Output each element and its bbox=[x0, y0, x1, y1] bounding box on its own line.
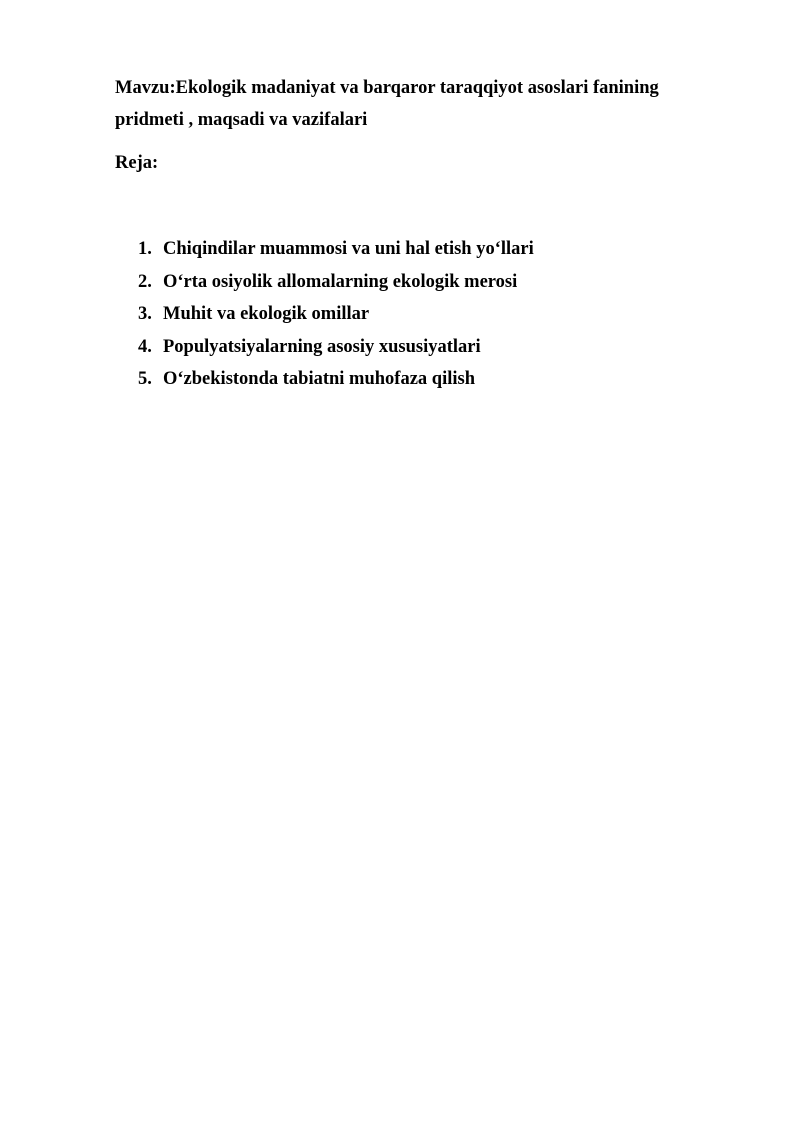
list-item-text: Muhit va ekologik omillar bbox=[163, 304, 370, 324]
list-item-number: 2. bbox=[138, 271, 152, 292]
list-item-number: 4. bbox=[138, 336, 152, 357]
list-item bbox=[138, 300, 534, 333]
title-line-2: pridmeti , maqsadi va vazifalari bbox=[115, 110, 368, 130]
list-item bbox=[138, 333, 534, 366]
list-item-number: 5. bbox=[138, 369, 152, 389]
list-item bbox=[138, 365, 534, 398]
list-item-text: O‘rta osiyolik allomalarning ekologik merosi bbox=[163, 271, 518, 292]
list-item-text: Chiqindilar muammosi va uni hal etish yo‘llari bbox=[163, 239, 534, 259]
document-title bbox=[115, 72, 715, 136]
list-item-text: O‘zbekistonda tabiatni muhofaza qilish bbox=[163, 369, 475, 389]
list-item-text: Populyatsiyalarning asosiy xususiyatlari bbox=[163, 336, 481, 357]
list-item-number: 3. bbox=[138, 304, 152, 324]
title-line-1: Mavzu:Ekologik madaniyat va barqaror taraqqiyot asoslari fanining bbox=[115, 78, 659, 98]
list-item bbox=[138, 268, 534, 301]
plan-heading: Reja: bbox=[115, 153, 159, 173]
list-item bbox=[138, 235, 534, 268]
plan-list bbox=[138, 235, 534, 398]
list-item-number: 1. bbox=[138, 239, 152, 259]
